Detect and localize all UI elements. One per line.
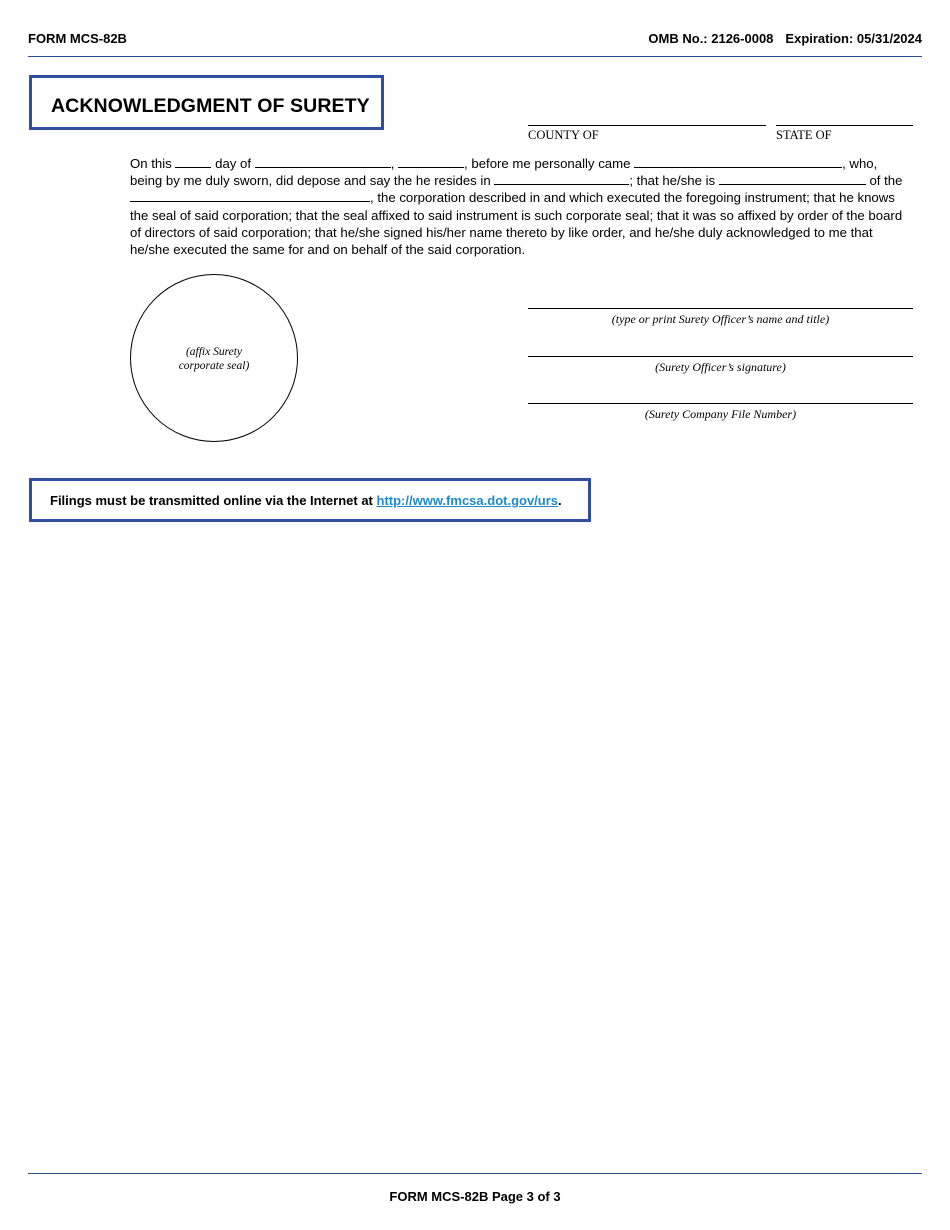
year-blank[interactable] bbox=[398, 155, 464, 168]
seal-line-1: (affix Surety bbox=[185, 346, 243, 358]
month-blank[interactable] bbox=[255, 155, 391, 168]
paragraph-text: of the bbox=[865, 173, 903, 189]
paragraph-text: On this bbox=[130, 156, 176, 171]
title-box bbox=[29, 75, 384, 130]
form-id: FORM MCS-82B bbox=[28, 31, 127, 46]
seal-line-2: corporate seal) bbox=[178, 360, 250, 372]
county-label: COUNTY OF bbox=[528, 128, 599, 142]
filing-notice-period: . bbox=[558, 493, 562, 508]
page-title: ACKNOWLEDGMENT OF SURETY bbox=[51, 95, 370, 117]
expiration-date: Expiration: 05/31/2024 bbox=[785, 31, 922, 46]
paragraph-text: , bbox=[390, 156, 399, 171]
filing-notice-box bbox=[29, 478, 591, 522]
file-number-caption: (Surety Company File Number) bbox=[644, 407, 797, 421]
state-field[interactable] bbox=[776, 125, 913, 126]
header-divider bbox=[28, 56, 922, 57]
seal-instructions bbox=[130, 345, 298, 373]
page-footer: FORM MCS-82B Page 3 of 3 bbox=[389, 1189, 561, 1204]
paragraph-text: , the corporation described in and which executed the foregoing instrument; that he knows the seal of said corporation; that the seal affixed to said instrument is such corporate seal; that it was so affixed by order of the board of directors of said corporation; that he/she signed his/her name thereto by like order, and he/she duly acknowledged to me that he/she executed the same for and on behalf of the said corporation. bbox=[130, 190, 903, 258]
paragraph-text: , before me personally came bbox=[464, 156, 635, 171]
county-field[interactable] bbox=[528, 125, 766, 126]
officer-signature-caption: (Surety Officer’s signature) bbox=[655, 360, 786, 374]
state-label: STATE OF bbox=[776, 128, 832, 142]
officer-signature-line[interactable] bbox=[528, 356, 913, 357]
day-blank[interactable] bbox=[175, 155, 211, 168]
header-right bbox=[636, 31, 922, 46]
omb-number: OMB No.: 2126-0008 bbox=[648, 31, 774, 46]
paragraph-text: day of bbox=[211, 156, 255, 171]
corporation-name-blank[interactable] bbox=[130, 189, 370, 202]
person-name-blank[interactable] bbox=[634, 155, 842, 168]
officer-title-blank[interactable] bbox=[719, 172, 866, 185]
officer-name-line[interactable] bbox=[528, 308, 913, 309]
paragraph-text: , who, being by me duly sworn, did depose and say the he resides in bbox=[130, 156, 878, 189]
residence-blank[interactable] bbox=[494, 172, 629, 185]
filing-notice-text: Filings must be transmitted online via the Internet at bbox=[50, 493, 377, 508]
filing-notice bbox=[50, 493, 562, 508]
footer-divider bbox=[28, 1173, 922, 1174]
fmcsa-urs-link[interactable]: http://www.fmcsa.dot.gov/urs bbox=[376, 493, 559, 508]
acknowledgment-paragraph bbox=[130, 155, 910, 258]
officer-name-caption: (type or print Surety Officer’s name and title) bbox=[611, 312, 830, 326]
paragraph-text: ; that he/she is bbox=[629, 173, 719, 189]
file-number-line[interactable] bbox=[528, 403, 913, 404]
